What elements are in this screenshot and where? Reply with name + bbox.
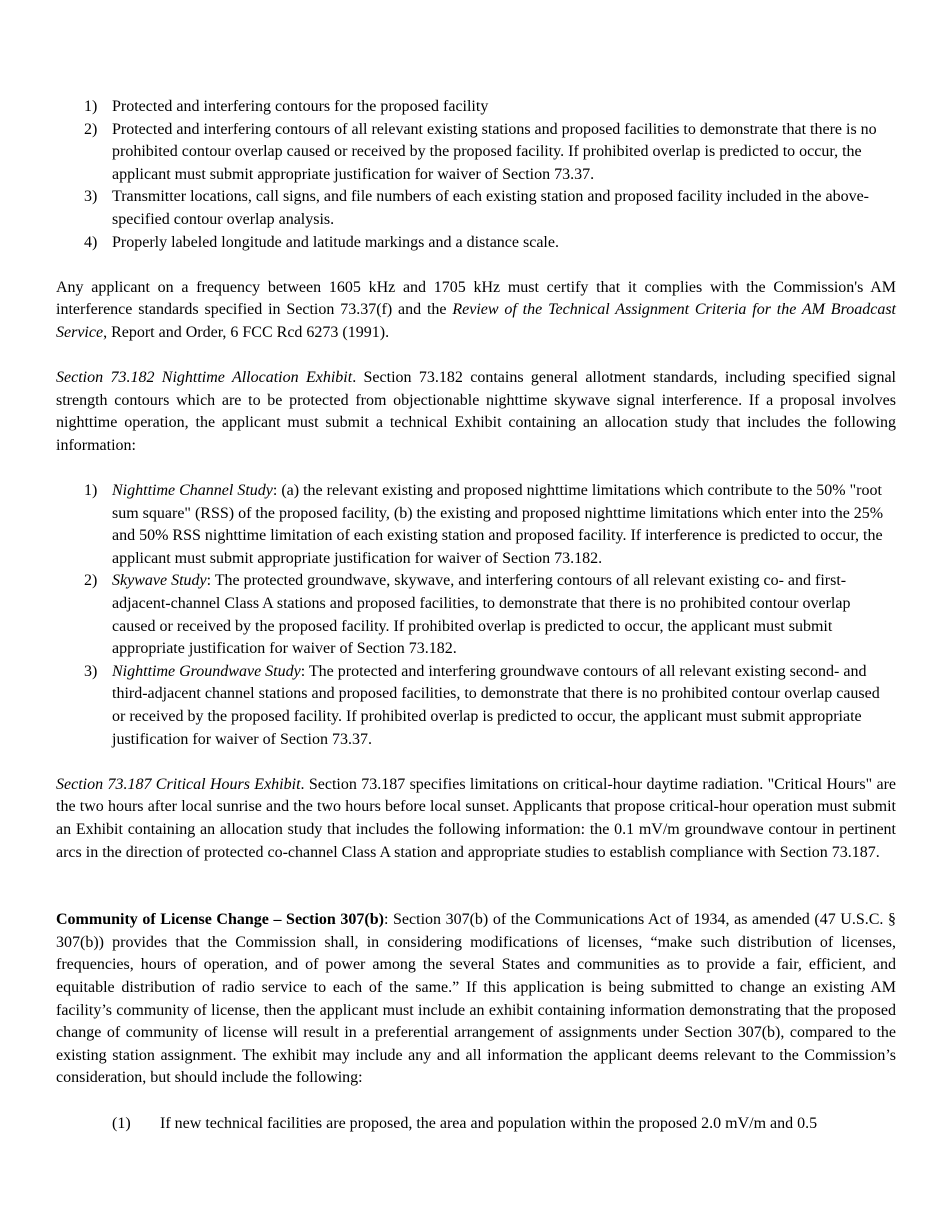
community-of-license-paragraph: Community of License Change – Section 307(b): Section 307(b) of the Communications Act of 1934, as amended (47 U.S.C. § 307(b)) provides that the Commission shall, in considering modifications of licenses, “make such distribution of licenses, frequencies, hours of operation, and of power among the several States and communities as to provide a fair, efficient, and equitable distribution of radio service to each of the same.” If this application is being submitted to change an existing AM facility’s community of license, then the applicant must include an exhibit containing information demonstrating that the proposed change of community of license will result in a preferential arrangement of assignments under Section 307(b), compared to the existing station assignment. The exhibit may include any and all information the applicant deems relevant to the Commission’s consideration, but should include the following: — [56, 911, 897, 1087]
list-item — [56, 232, 896, 255]
document-page — [56, 96, 896, 1135]
list-item-number: 2) — [84, 120, 98, 138]
list-item-number: 3) — [84, 662, 98, 680]
nighttime-study-list — [56, 480, 896, 751]
list-item-number: 4) — [84, 233, 98, 251]
list-item-text: Transmitter locations, call signs, and file numbers of each existing station and proposed facility included in the above-specified contour overlap analysis. — [112, 188, 870, 228]
list-item — [56, 1113, 896, 1136]
list-item-number: 2) — [84, 572, 98, 590]
critical-hours-paragraph: Section 73.187 Critical Hours Exhibit. Section 73.187 specifies limitations on critical-hour daytime radiation. "Critical Hours" are the two hours after local sunrise and the two hours before local sunset. Applicants that propose critical-hour operation must submit an Exhibit containing an allocation study that includes the following information: the 0.1 mV/m groundwave contour in pertinent arcs in the direction of protected co-channel Class A station and appropriate studies to establish compliance with Section 73.187. — [56, 775, 897, 861]
list-item-number: 1) — [84, 98, 98, 115]
list-item-number: 3) — [84, 188, 98, 206]
list-item-text: : The protected and interfering groundwave contours of all relevant existing second- and third-adjacent channel stations and proposed facilities, to demonstrate that there is no prohibited contour overlap caused or received by the proposed facility. If prohibited overlap is predicted to occur, the applicant must submit appropriate justification for waiver of Section 73.37. — [112, 662, 880, 748]
list-item-text: Properly labeled longitude and latitude markings and a distance scale. — [112, 233, 559, 251]
list-item-text: Protected and interfering contours of all relevant existing stations and proposed facilities to demonstrate that there is no prohibited contour overlap caused or received by the proposed facility. If prohibited overlap is predicted to occur, the applicant must submit appropriate justification for waiver of Section 73.37. — [112, 120, 877, 183]
list-item — [56, 96, 896, 119]
section-heading: Community of License Change – Section 307(b) — [56, 911, 384, 929]
list-item-text: If new technical facilities are proposed, the area and population within the proposed 2.0 mV/m and 0.5 — [160, 1114, 818, 1132]
list-item-text: : The protected groundwave, skywave, and interfering contours of all relevant existing co- and first-adjacent-channel Class A stations and proposed facilities, to demonstrate that there is no prohibited contour overlap caused or received by the proposed facility. If prohibited overlap is predicted to occur, the applicant must submit appropriate justification for waiver of Section 73.182. — [112, 572, 851, 658]
study-term: Nighttime Channel Study — [112, 482, 273, 500]
list-item — [56, 570, 896, 660]
list-item-text: : (a) the relevant existing and proposed nighttime limitations which contribute to the 50% "root sum square" (RSS) of the proposed facility, (b) the existing and proposed nighttime limitations which enter into the 25% and 50% RSS nighttime limitation of each existing station and proposed facility. If interference is predicted to occur, the applicant must submit appropriate justification for waiver of Section 73.182. — [112, 482, 884, 567]
list-item — [56, 480, 896, 570]
study-term: Nighttime Groundwave Study — [112, 662, 301, 680]
am-interference-paragraph: Any applicant on a frequency between 1605 kHz and 1705 kHz must certify that it complies with the Commission's AM interference standards specified in Section 73.37(f) and the Review of the Technical Assignment Criteria for the AM Broadcast Service, Report and Order, 6 FCC Rcd 6273 (1991). — [56, 278, 896, 341]
report-title: Review of the Technical Assignment Criteria for the AM Broadcast Service — [56, 301, 896, 341]
list-item — [56, 119, 896, 187]
list-item-number: (1) — [112, 1114, 131, 1132]
list-item — [56, 661, 896, 751]
section-heading: Section 73.182 Nighttime Allocation Exhibit — [56, 369, 353, 387]
study-term: Skywave Study — [112, 572, 207, 590]
contour-requirements-list — [56, 96, 896, 254]
list-item — [56, 186, 896, 231]
section-heading: Section 73.187 Critical Hours Exhibit — [56, 775, 301, 793]
list-item-number: 1) — [84, 482, 98, 500]
nighttime-allocation-paragraph: Section 73.182 Nighttime Allocation Exhibit. Section 73.182 contains general allotment standards, including specified signal strength contours which are to be protected from objectionable nighttime skywave signal interference. If a proposal involves nighttime operation, the applicant must submit a technical Exhibit containing an allocation study that includes the following information: — [56, 369, 897, 454]
list-item-text: Protected and interfering contours for the proposed facility — [112, 98, 489, 115]
